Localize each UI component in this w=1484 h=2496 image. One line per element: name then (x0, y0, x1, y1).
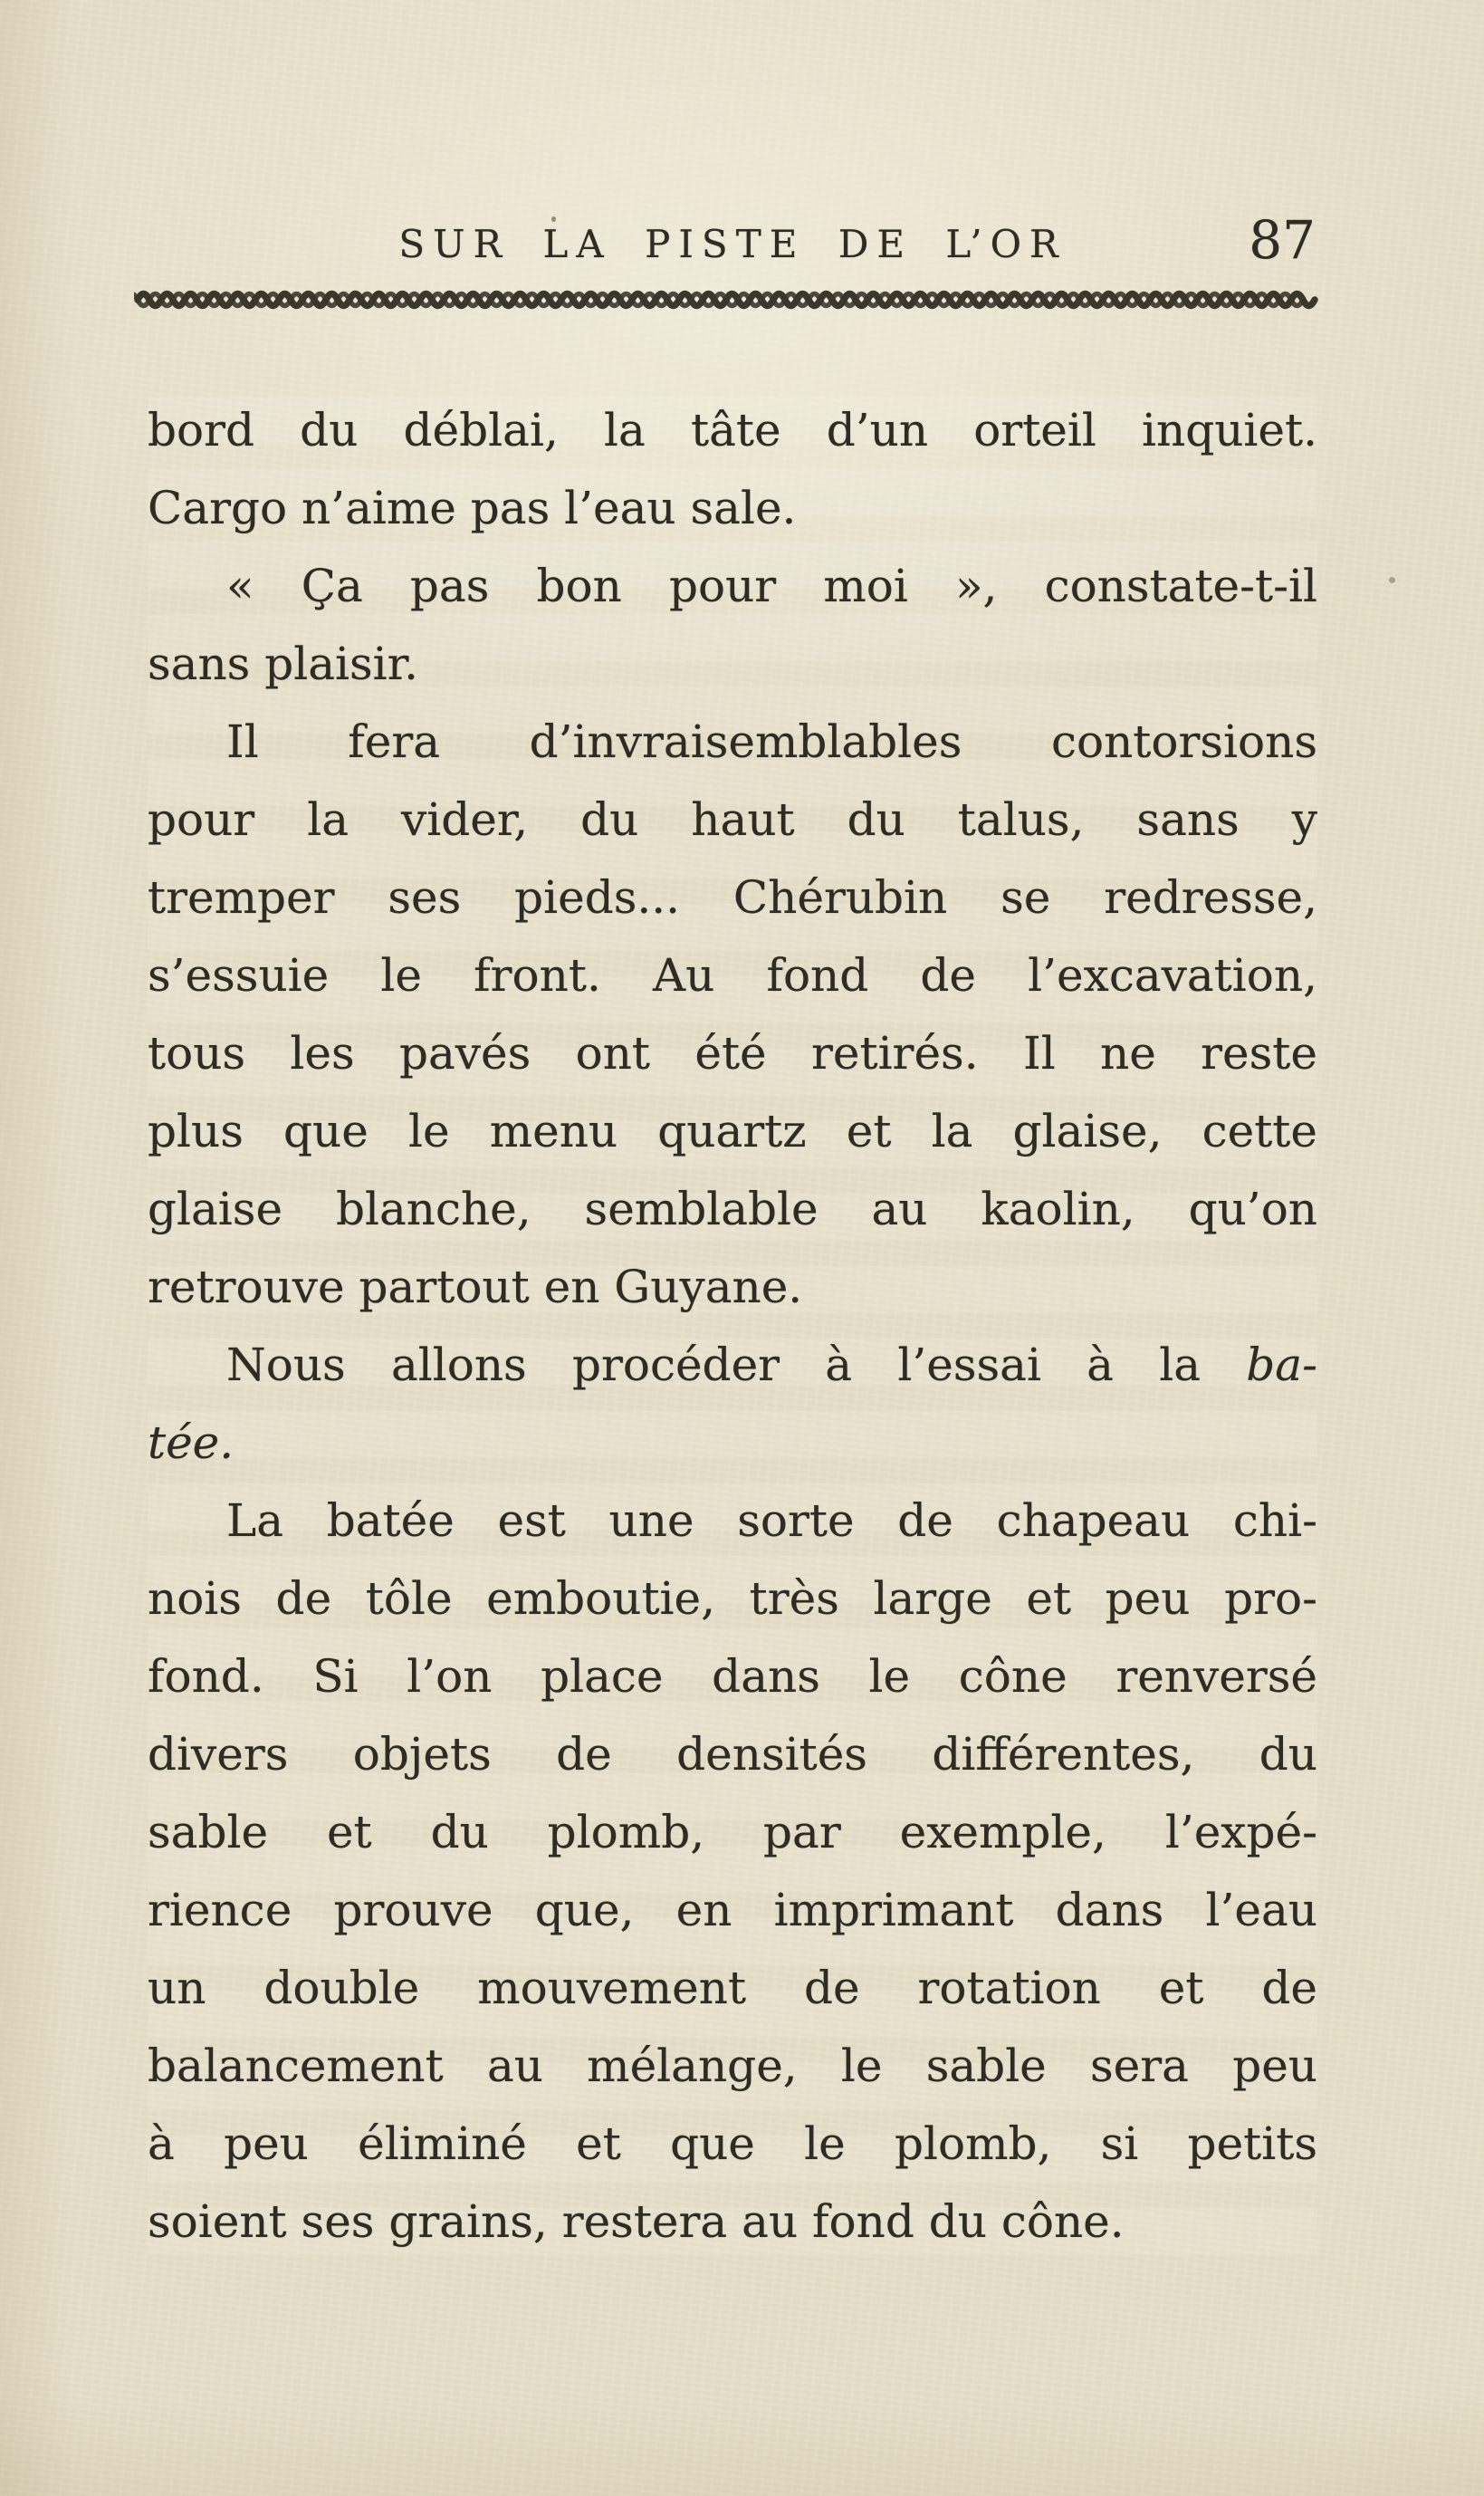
text-segment: tremper ses pieds... Chérubin se redresse, (148, 871, 1317, 924)
text-segment: à peu éliminé et que le plomb, si petits (148, 2117, 1317, 2170)
text-line (148, 859, 1317, 936)
text-line (148, 1482, 1317, 1560)
text-segment: La batée est une sorte de chapeau chi- (226, 1494, 1317, 1547)
text-segment: Nous allons procéder à l’essai à la (226, 1339, 1247, 1391)
text-segment: ba- (1246, 1339, 1317, 1391)
text-line (148, 2027, 1317, 2105)
text-line (148, 1404, 1317, 1482)
text-segment: bord du déblai, la tâte d’un orteil inquiet. (148, 404, 1317, 456)
text-segment: Cargo n’aime pas l’eau sale. (148, 482, 797, 534)
text-line (148, 625, 1317, 703)
ink-speck (551, 216, 556, 222)
text-segment: soient ses grains, restera au fond du cône. (148, 2195, 1125, 2248)
running-title: SUR LA PISTE DE L’OR (398, 222, 1067, 266)
text-line (148, 547, 1317, 625)
text-segment: nois de tôle emboutie, très large et peu pro- (148, 1572, 1317, 1625)
text-line (148, 1871, 1317, 1949)
text-segment: plus que le menu quartz et la glaise, cette (148, 1105, 1317, 1157)
text-segment: tous les pavés ont été retirés. Il ne reste (148, 1027, 1317, 1080)
text-segment: sable et du plomb, par exemple, l’expé- (148, 1806, 1317, 1858)
text-line (148, 1014, 1317, 1092)
text-segment: pour la vider, du haut du talus, sans y (148, 793, 1317, 846)
text-segment: Il fera d’invraisemblables contorsions (226, 715, 1317, 768)
wavy-divider-rule (134, 284, 1324, 315)
text-line (148, 1560, 1317, 1637)
text-line (148, 2105, 1317, 2183)
body-text-block (148, 391, 1317, 2261)
text-line (148, 1637, 1317, 1715)
text-line (148, 1949, 1317, 2027)
text-line (148, 1326, 1317, 1404)
text-line (148, 936, 1317, 1014)
text-segment: divers objets de densités différentes, du (148, 1728, 1317, 1781)
page-number: 87 (1249, 209, 1316, 271)
page-header (148, 0, 1317, 326)
text-segment: s’essuie le front. Au fond de l’excavation, (148, 949, 1317, 1002)
text-segment: fond. Si l’on place dans le cône renversé (148, 1650, 1317, 1703)
text-line (148, 1092, 1317, 1170)
text-segment: un double mouvement de rotation et de (148, 1962, 1317, 2014)
text-line (148, 703, 1317, 781)
text-line (148, 1715, 1317, 1793)
text-segment: « Ça pas bon pour moi », constate-t-il (226, 560, 1317, 612)
text-line (148, 391, 1317, 469)
text-line (148, 469, 1317, 547)
text-segment: glaise blanche, semblable au kaolin, qu’on (148, 1183, 1317, 1235)
text-line (148, 781, 1317, 859)
text-line (148, 1248, 1317, 1326)
text-line (148, 2183, 1317, 2261)
ink-speck (1389, 577, 1395, 583)
text-segment: tée. (148, 1416, 235, 1469)
text-line (148, 1170, 1317, 1248)
text-segment: sans plaisir. (148, 638, 418, 690)
text-segment: retrouve partout en Guyane. (148, 1261, 803, 1313)
text-segment: balancement au mélange, le sable sera peu (148, 2040, 1317, 2092)
text-line (148, 1793, 1317, 1871)
text-segment: rience prouve que, en imprimant dans l’eau (148, 1884, 1317, 1936)
